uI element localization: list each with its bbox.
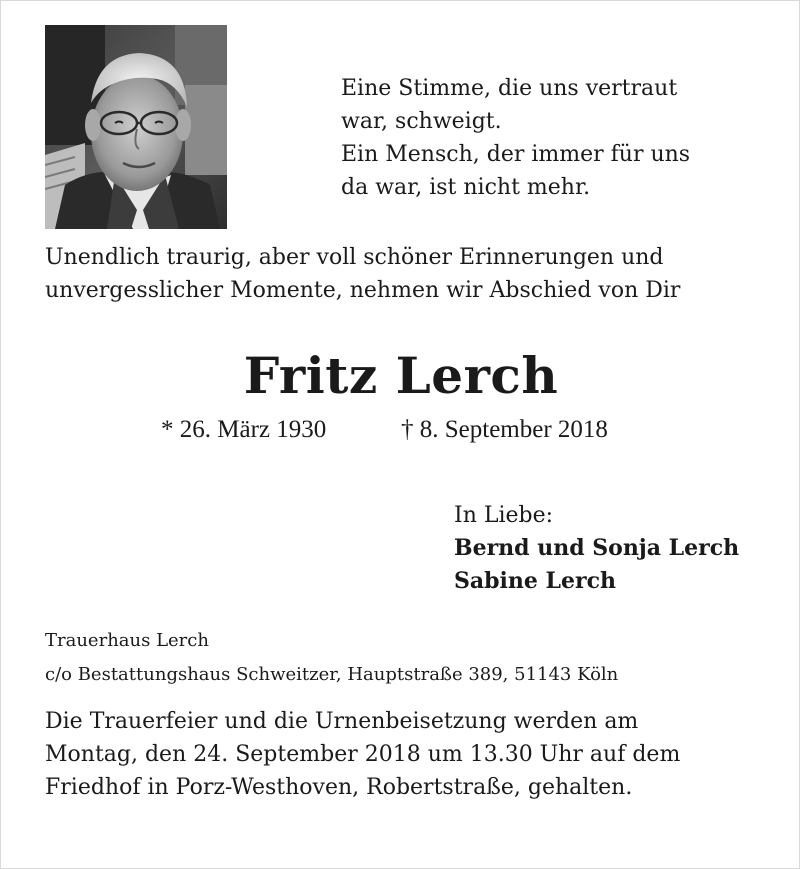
portrait-photo-icon	[45, 25, 227, 229]
farewell-line: unvergesslicher Momente, nehmen wir Abschied von Dir	[45, 278, 681, 303]
death-date: † 8. September 2018	[401, 416, 608, 443]
poem-line: Ein Mensch, der immer für uns	[341, 142, 691, 167]
farewell-text	[45, 241, 680, 307]
poem-line: Eine Stimme, die uns vertraut	[341, 76, 678, 101]
mourner-name: Sabine Lerch	[454, 568, 616, 594]
farewell-line: Unendlich traurig, aber voll schöner Erinnerungen und	[45, 245, 664, 270]
poem-line: war, schweigt.	[341, 109, 502, 134]
ceremony-line: Friedhof in Porz-Westhoven, Robertstraße, gehalten.	[45, 775, 633, 800]
poem-line: da war, ist nicht mehr.	[341, 175, 591, 200]
poem-verse	[341, 72, 690, 204]
mourners-list	[454, 532, 739, 598]
birth-date: * 26. März 1930	[161, 416, 327, 443]
deceased-name: Fritz Lerch	[243, 346, 559, 405]
address-line: c/o Bestattungshaus Schweitzer, Hauptstraße 389, 51143 Köln	[45, 664, 619, 685]
in-love-label: In Liebe:	[454, 503, 554, 528]
ceremony-line: Montag, den 24. September 2018 um 13.30 Uhr auf dem	[45, 742, 681, 767]
mourner-name: Bernd und Sonja Lerch	[454, 535, 740, 561]
address-line: Trauerhaus Lerch	[45, 630, 209, 651]
ceremony-info	[45, 705, 680, 804]
funeral-home-address	[45, 624, 618, 692]
ceremony-line: Die Trauerfeier und die Urnenbeisetzung werden am	[45, 709, 639, 734]
